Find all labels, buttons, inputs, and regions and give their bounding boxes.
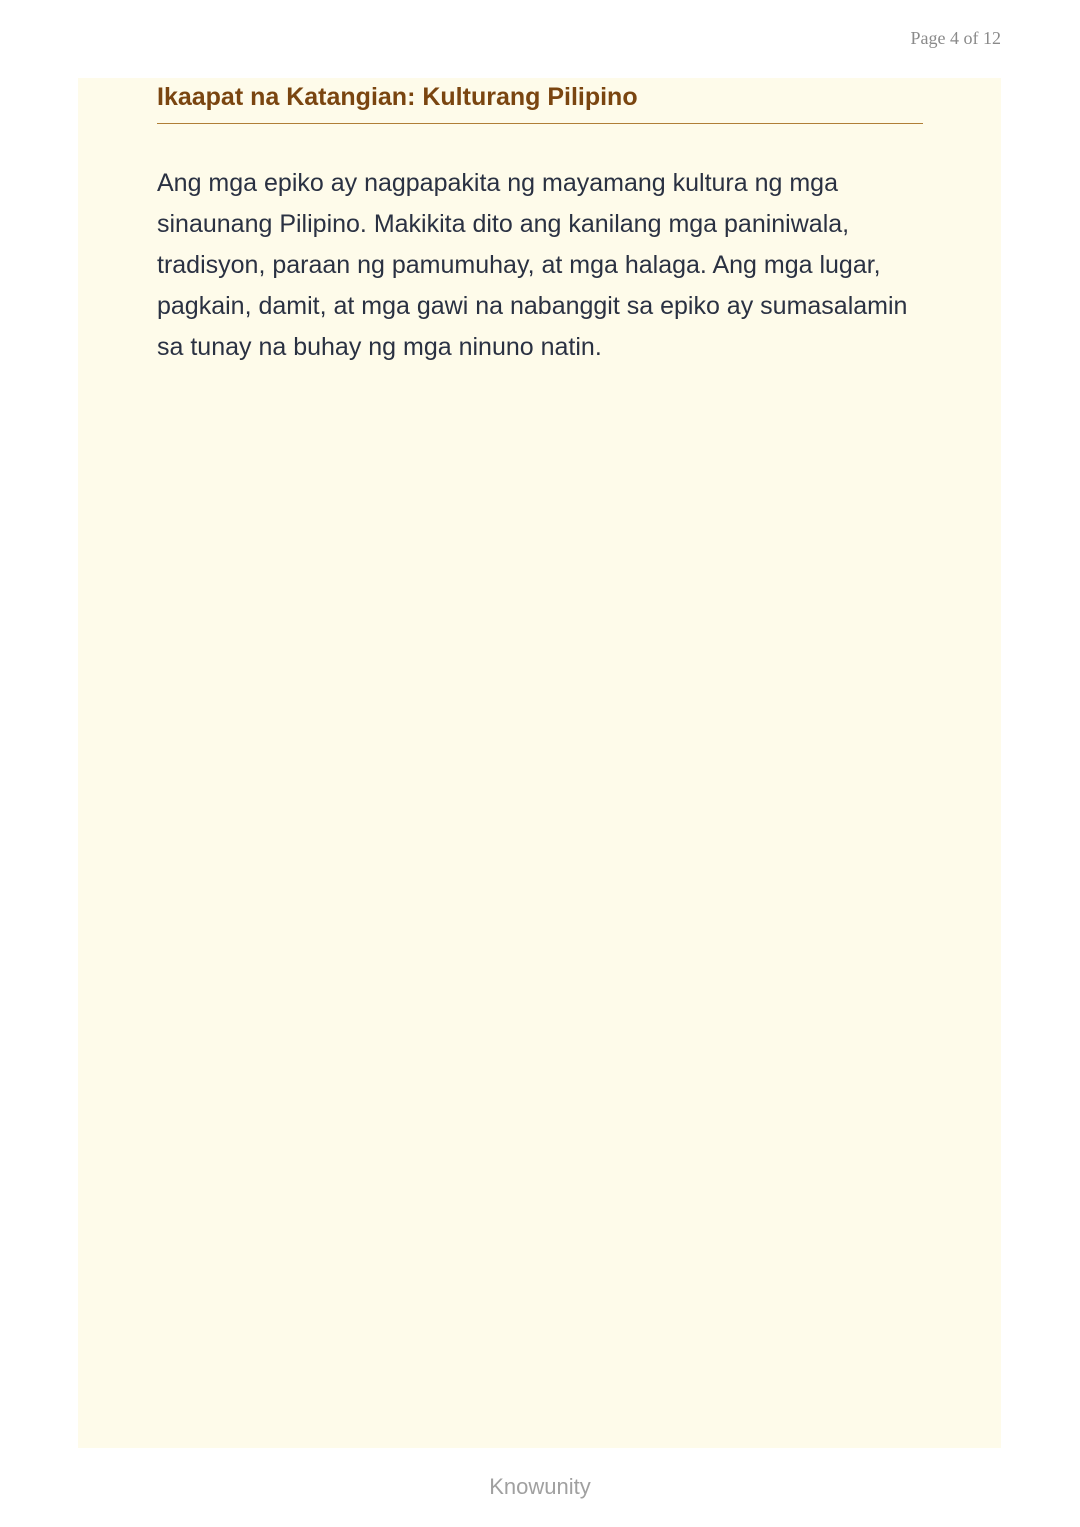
section-title: Ikaapat na Katangian: Kulturang Pilipino — [157, 83, 638, 111]
body-line: tradisyon, paraan ng pamumuhay, at mga halaga. Ang mga lugar, — [157, 251, 881, 279]
body-line: Ang mga epiko ay nagpapakita ng mayamang kultura ng mga — [157, 169, 838, 197]
section-body — [157, 163, 937, 368]
brand-footer: Knowunity — [489, 1474, 591, 1499]
content-panel — [78, 78, 1001, 1448]
title-divider — [157, 123, 923, 124]
body-line: sinaunang Pilipino. Makikita dito ang kanilang mga paniniwala, — [157, 210, 850, 238]
page-indicator: Page 4 of 12 — [910, 28, 1001, 48]
body-line: sa tunay na buhay ng mga ninuno natin. — [157, 333, 602, 361]
body-line: pagkain, damit, at mga gawi na nabanggit sa epiko ay sumasalamin — [157, 292, 908, 320]
